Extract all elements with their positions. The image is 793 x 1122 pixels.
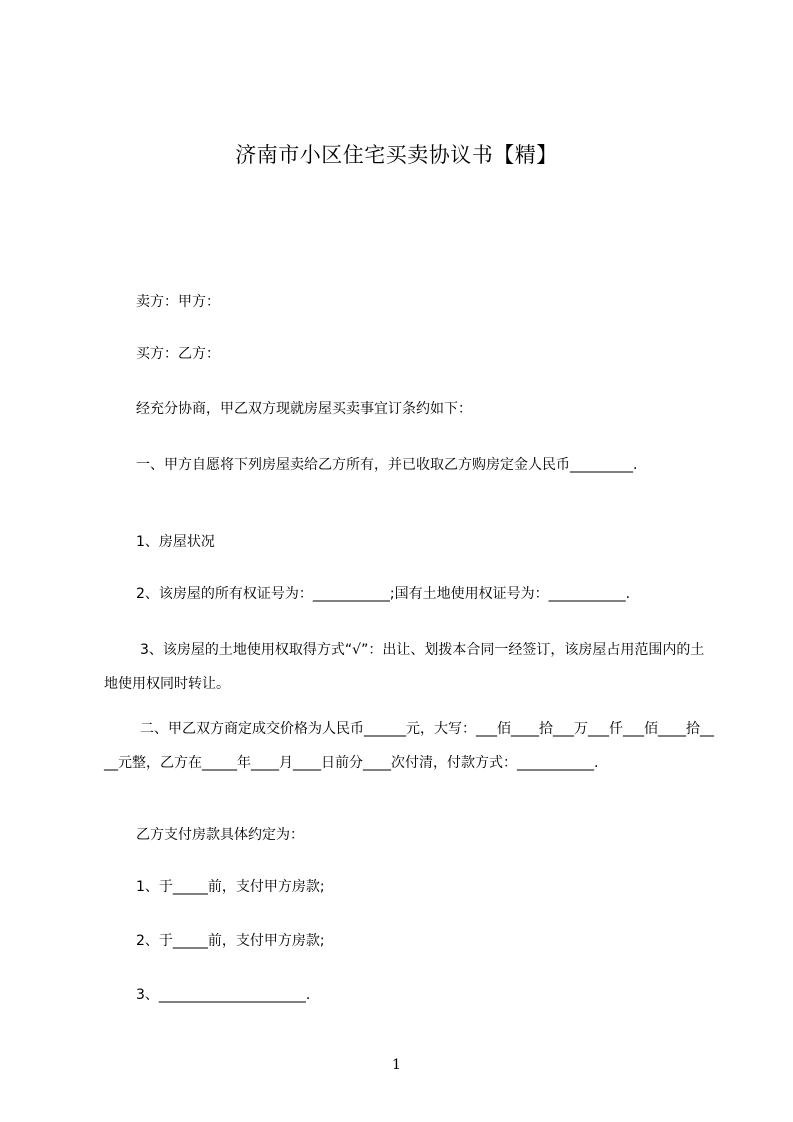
ownership-certificate-item: 2、该房屋的所有权证号为：___________;国有土地使用权证号为：___________. xyxy=(136,586,631,602)
payment-item-1: 1、于_____前，支付甲方房款; xyxy=(136,879,325,895)
page-number: 1 xyxy=(392,1057,401,1073)
payment-heading: 乙方支付房款具体约定为： xyxy=(136,827,304,843)
house-status-item: 1、房屋状况 xyxy=(136,534,215,550)
intro-paragraph: 经充分协商，甲乙双方现就房屋买卖事宜订条约如下： xyxy=(136,401,472,417)
seller-line: 卖方：甲方： xyxy=(136,294,220,310)
land-use-right-item: 3、该房屋的土地使用权取得方式“√”：出让、划拨本合同一经签订，该房屋占用范围内的土地使用权同时转让。 xyxy=(104,642,705,692)
payment-item-3: 3、_____________________. xyxy=(136,987,311,1003)
buyer-line: 买方：乙方： xyxy=(136,346,220,362)
payment-item-2: 2、于_____前，支付甲方房款; xyxy=(136,933,325,949)
document-title: 济南市小区住宅买卖协议书【精】 xyxy=(235,143,558,167)
clause-one: 一、甲方自愿将下列房屋卖给乙方所有，并已收取乙方购房定金人民币_________. xyxy=(136,457,638,473)
clause-two: 二、甲乙双方商定成交价格为人民币______元，大写：___佰____拾___万___仟___佰____拾____元整，乙方在_____年____月____日前分____次付清，付款方式：___________. xyxy=(104,721,714,771)
